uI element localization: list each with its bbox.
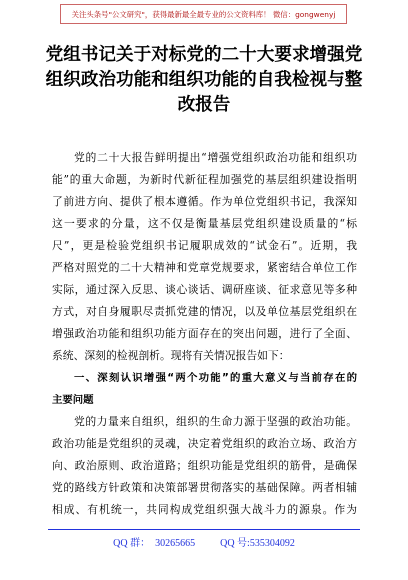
text-line: 向、政治原则、政治道路；组织功能是党组织的筋骨，是确保 <box>52 459 357 472</box>
footer-contact: QQ 群： 30265665 QQ 号:535304092 <box>113 538 295 549</box>
text-line: 党的力量来自组织，组织的生命力源于坚强的政治功能。 <box>74 415 357 428</box>
text-line: 政治功能是党组织的灵魂，决定着党组织的政治立场、政治方 <box>52 437 357 450</box>
heading-line: 一、深刻认识增强“两个功能”的重大意义与当前存在的 <box>74 372 357 384</box>
document-title <box>20 43 388 118</box>
text-line: 严格对照党的二十大精神和党章党规要求，紧密结合单位工作 <box>52 261 357 274</box>
text-line: 实际，通过深入反思、谈心谈话、调研座谈、征求意见等多种 <box>52 283 357 296</box>
text-line: 党的路线方针政策和决策部署贯彻落实的基础保障。两者相辅 <box>52 481 357 494</box>
text-line: 方式，对自身履职尽责抓党建的情况，以及单位基层党组织在 <box>52 305 357 318</box>
title-line: 改报告 <box>177 95 231 115</box>
title-line: 组织政治功能和组织功能的自我检视与整 <box>45 70 363 90</box>
title-line: 党组书记关于对标党的二十大要求增强党 <box>45 45 363 65</box>
text-line: 能”的重大命题，为新时代新征程加强党的基层组织建设指明 <box>52 173 357 186</box>
heading-line: 主要问题 <box>52 394 94 406</box>
header-banner: 关注头条号"公文研究"，获得最新最全最专业的公文资料库！ 微信：gongwenyj <box>60 4 347 24</box>
text-line: 党的二十大报告鲜明提出“增强党组织政治功能和组织功 <box>74 151 357 164</box>
text-line: 尺”，更是检验党组织书记履职成效的“试金石”。近期，我 <box>52 239 357 252</box>
text-line: 系统、深刻的检视剖析。现将有关情况报告如下： <box>52 349 290 362</box>
text-line: 这一要求的分量，这不仅是衡量基层党组织建设质量的“标 <box>52 217 357 230</box>
text-line: 了前进方向、提供了根本遵循。作为单位党组织书记，我深知 <box>52 195 357 208</box>
text-line: 相成、有机统一，共同构成党组织强大战斗力的源泉。作为 <box>52 503 357 516</box>
text-line: 增强政治功能和组织功能方面存在的突出问题，进行了全面、 <box>52 327 357 340</box>
footer-divider <box>48 529 360 530</box>
